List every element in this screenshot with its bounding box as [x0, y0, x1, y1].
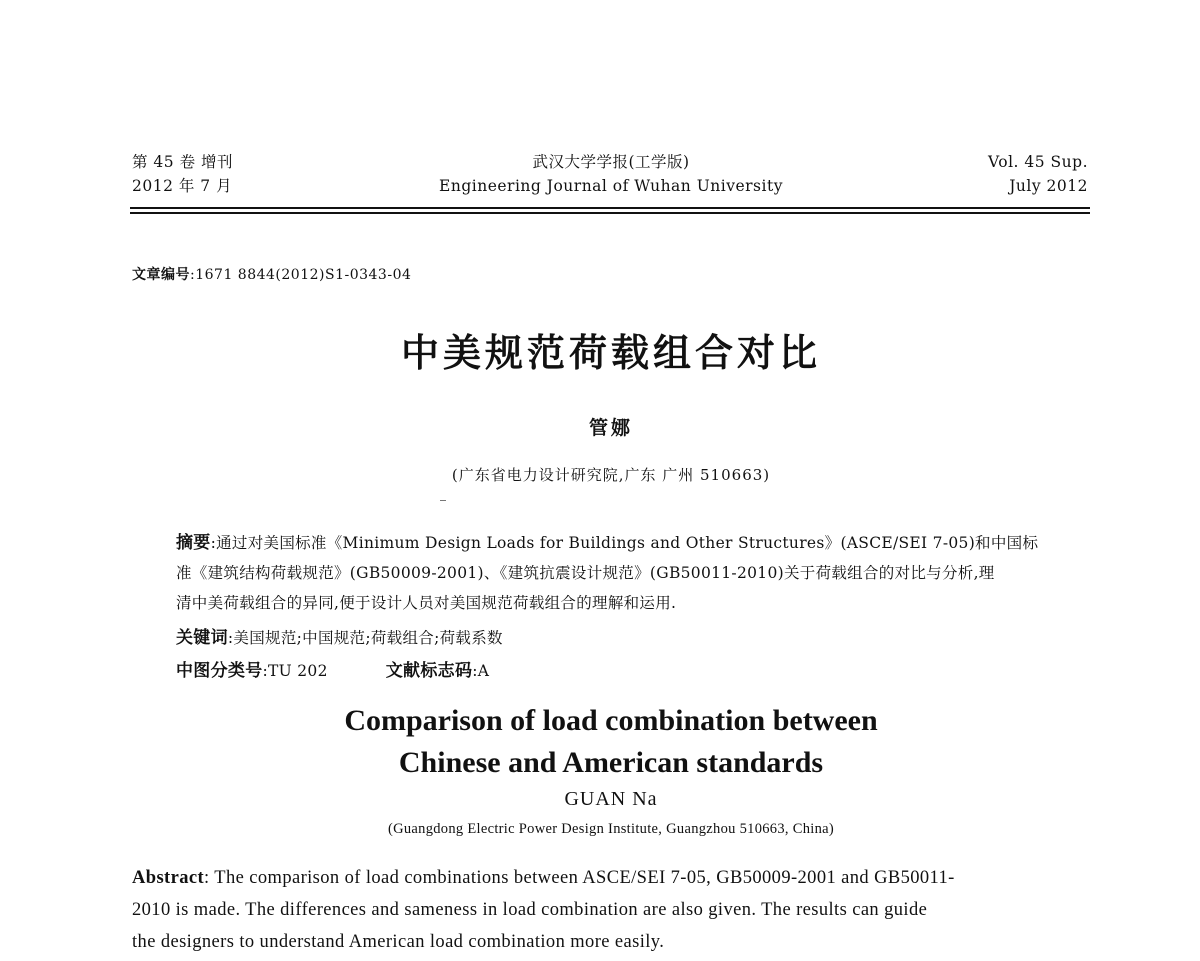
- english-title-line-1: Comparison of load combination between: [344, 704, 878, 737]
- header-rule-top: [130, 207, 1090, 209]
- chinese-abstract-line-3: 清中美荷载组合的异同,便于设计人员对美国规范荷载组合的理解和运用.: [176, 594, 677, 612]
- header-date-en: July 2012: [1009, 177, 1088, 195]
- english-abstract-line-1: Abstract: The comparison of load combinations between ASCE/SEI 7-05, GB50009-2001 and GB50011-: [132, 868, 955, 888]
- english-abstract-line-2: 2010 is made. The differences and sameness in load combination are also given. The results can guide: [132, 900, 928, 920]
- english-title-line-2: Chinese and American standards: [398, 746, 824, 779]
- english-affiliation: (Guangdong Electric Power Design Institute, Guangzhou 510663, China): [387, 821, 835, 837]
- header-volume-en: Vol. 45 Sup.: [987, 153, 1088, 171]
- header-volume-en-info: [900, 150, 1088, 198]
- english-abstract-line-3: the designers to understand American load combination more easily.: [132, 932, 665, 952]
- english-abstract-label: Abstract: [132, 868, 205, 888]
- chinese-keywords-value: :美国规范;中国规范;荷载组合;荷载系数: [227, 629, 503, 647]
- chinese-abstract-line-2: 准《建筑结构荷载规范》(GB50009-2001)、《建筑抗震设计规范》(GB50011-2010)关于荷载组合的对比与分析,理: [176, 564, 995, 582]
- header-journal-cn: 武汉大学学报(工学版): [532, 153, 690, 171]
- article-number-label: 文章编号: [132, 267, 190, 283]
- document-code-value: :A: [472, 662, 490, 680]
- chinese-keywords-label: 关键词: [176, 628, 228, 648]
- header-date-cn: 2012 年 7 月: [132, 177, 233, 195]
- chinese-keywords: [176, 623, 503, 648]
- english-author: GUAN Na: [564, 788, 658, 810]
- scan-mark: [440, 500, 446, 501]
- chinese-classification: [176, 656, 489, 681]
- chinese-title: 中美规范荷载组合对比: [400, 331, 821, 375]
- chinese-author: 管娜: [588, 417, 633, 439]
- header-journal-en: Engineering Journal of Wuhan University: [439, 177, 783, 195]
- clc-label: 中图分类号: [176, 661, 263, 681]
- document-code-label: 文献标志码: [385, 661, 473, 681]
- article-number-value: :1671 8844(2012)S1-0343-04: [190, 267, 412, 283]
- header-volume: 第 45 卷 增刊: [132, 153, 234, 171]
- chinese-affiliation: (广东省电力设计研究院,广东 广州 510663): [451, 466, 771, 484]
- header-rule-bottom: [130, 212, 1090, 214]
- article-number: [132, 264, 411, 284]
- chinese-abstract-line-1: 摘要:通过对美国标准《Minimum Design Loads for Buildings and Other Structures》(ASCE/SEI 7-05)和中国标: [176, 533, 1039, 553]
- chinese-abstract-label: 摘要: [176, 533, 211, 553]
- clc-value: :TU 202: [262, 662, 328, 680]
- english-abstract: [132, 862, 1092, 958]
- english-title: [0, 700, 1200, 784]
- chinese-abstract: [176, 528, 1056, 618]
